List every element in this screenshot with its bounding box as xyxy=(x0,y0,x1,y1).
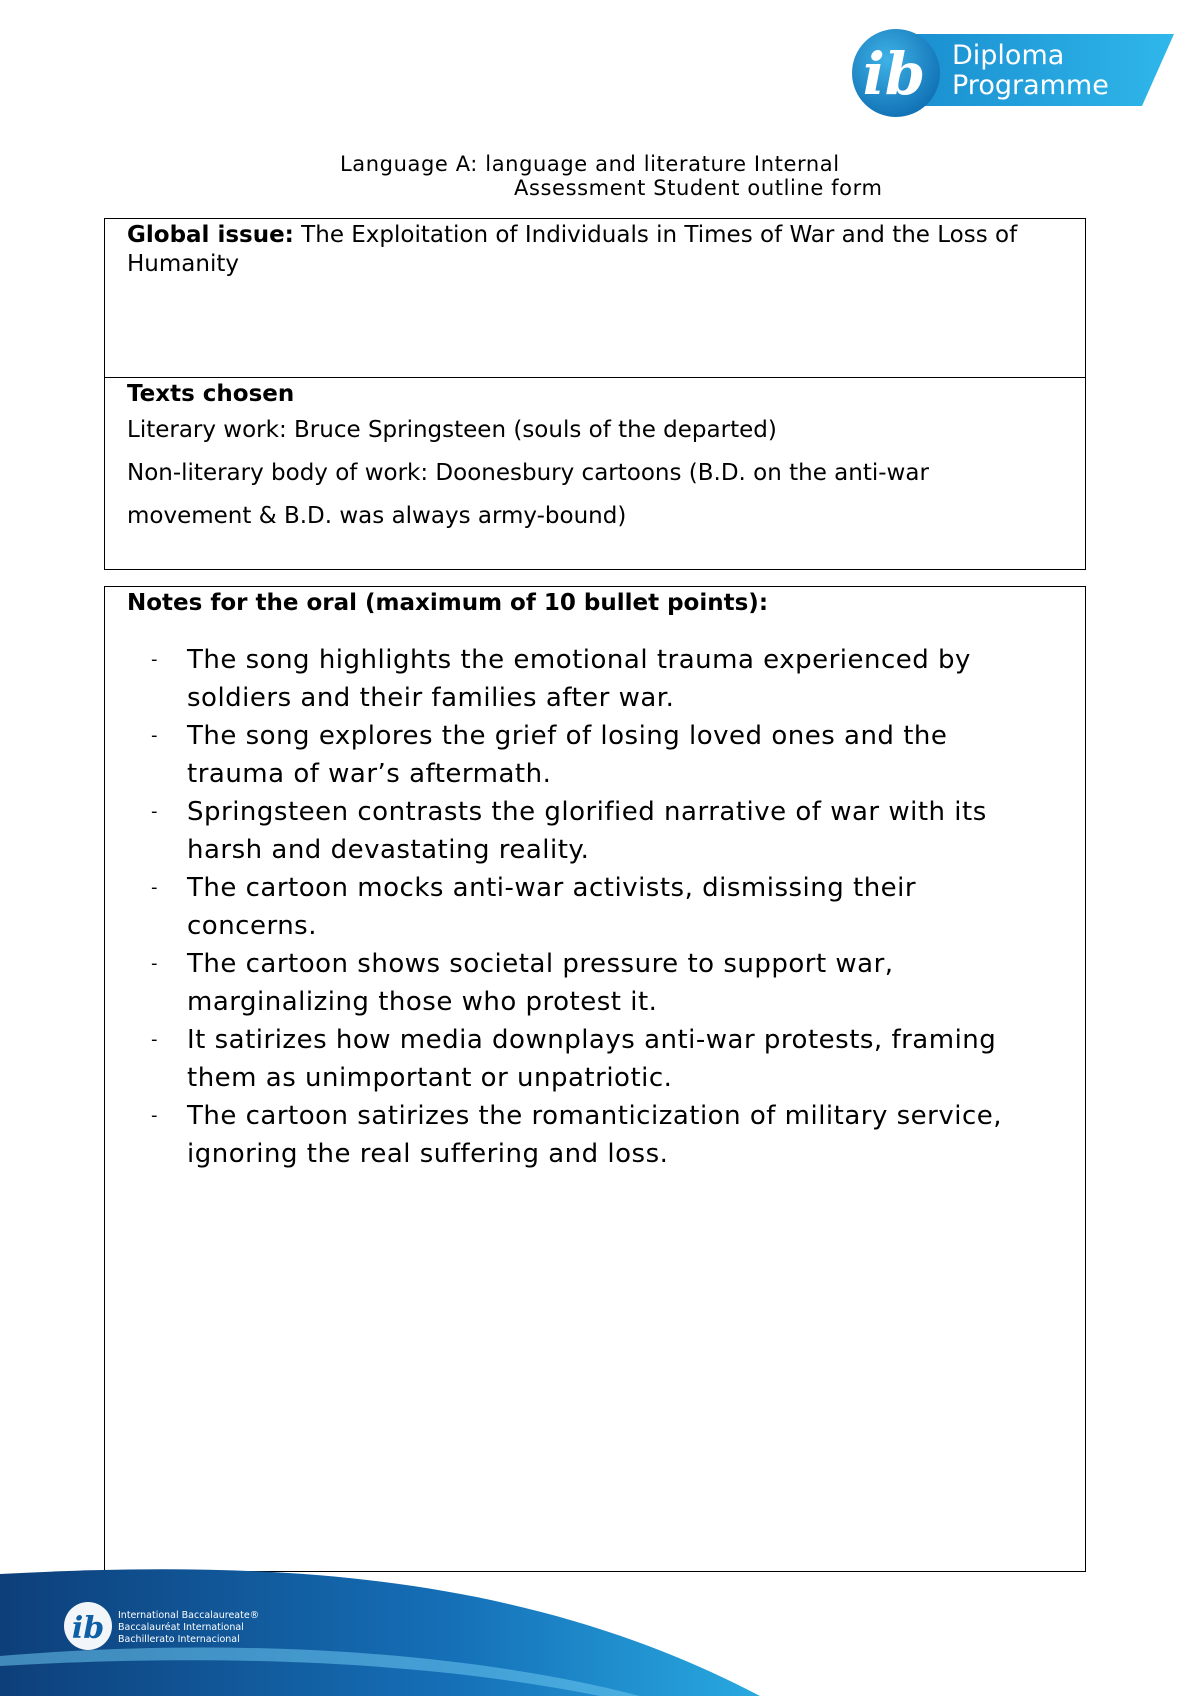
bullet-dash: - xyxy=(151,1029,158,1050)
list-item: - The song highlights the emotional trauma experienced by soldiers and their families after war. xyxy=(127,641,1067,717)
footer-line-2: Baccalauréat International xyxy=(118,1622,244,1633)
texts-chosen-cell xyxy=(127,379,1067,538)
outline-table xyxy=(104,218,1086,570)
bullet-dash: - xyxy=(151,1105,158,1126)
global-issue-cell xyxy=(127,221,1077,279)
ib-mark: ib xyxy=(862,40,926,108)
logo-line-diploma: Diploma xyxy=(952,40,1065,71)
literary-work: Literary work: Bruce Springsteen (souls of the departed) xyxy=(127,417,777,443)
list-item: - The cartoon mocks anti-war activists, dismissing their concerns. xyxy=(127,869,1067,945)
global-issue-label: Global issue: xyxy=(127,222,294,248)
footer-line-3: Bachillerato Internacional xyxy=(118,1634,240,1645)
bullet-dash: - xyxy=(151,953,158,974)
non-literary-work-line-2: movement & B.D. was always army-bound) xyxy=(127,503,627,529)
non-literary-work-line-1: Non-literary body of work: Doonesbury cartoons (B.D. on the anti-war xyxy=(127,460,929,486)
footer-line-1: International Baccalaureate® xyxy=(118,1610,260,1621)
list-item: - The song explores the grief of losing loved ones and the trauma of war’s aftermath. xyxy=(127,717,1067,793)
logo-line-programme: Programme xyxy=(952,70,1109,101)
ib-diploma-programme-logo xyxy=(852,28,1174,118)
bullet-dash: - xyxy=(151,877,158,898)
notes-bullet-list xyxy=(127,641,1067,1173)
notes-heading: Notes for the oral (maximum of 10 bullet points): xyxy=(127,590,769,616)
texts-chosen-heading: Texts chosen xyxy=(127,381,295,407)
title-line-1: Language A: language and literature Internal xyxy=(340,152,840,176)
list-item: - Springsteen contrasts the glorified narrative of war with its harsh and devastating reality. xyxy=(127,793,1067,869)
list-item: - The cartoon satirizes the romanticization of military service, ignoring the real suffering and loss. xyxy=(127,1097,1067,1173)
table-divider xyxy=(105,377,1085,378)
list-item: - It satirizes how media downplays anti-war protests, framing them as unimportant or unpatriotic. xyxy=(127,1021,1067,1097)
notes-box xyxy=(104,586,1086,1572)
footer-banner xyxy=(0,1560,1200,1696)
bullet-dash: - xyxy=(151,801,158,822)
global-issue-text: The Exploitation of Individuals in Times of War and the Loss of Humanity xyxy=(127,222,1018,277)
bullet-dash: - xyxy=(151,649,158,670)
bullet-dash: - xyxy=(151,725,158,746)
title-line-2: Assessment Student outline form xyxy=(514,176,883,200)
footer-ib-mark: ib xyxy=(71,1611,105,1646)
list-item: - The cartoon shows societal pressure to support war, marginalizing those who protest it. xyxy=(127,945,1067,1021)
